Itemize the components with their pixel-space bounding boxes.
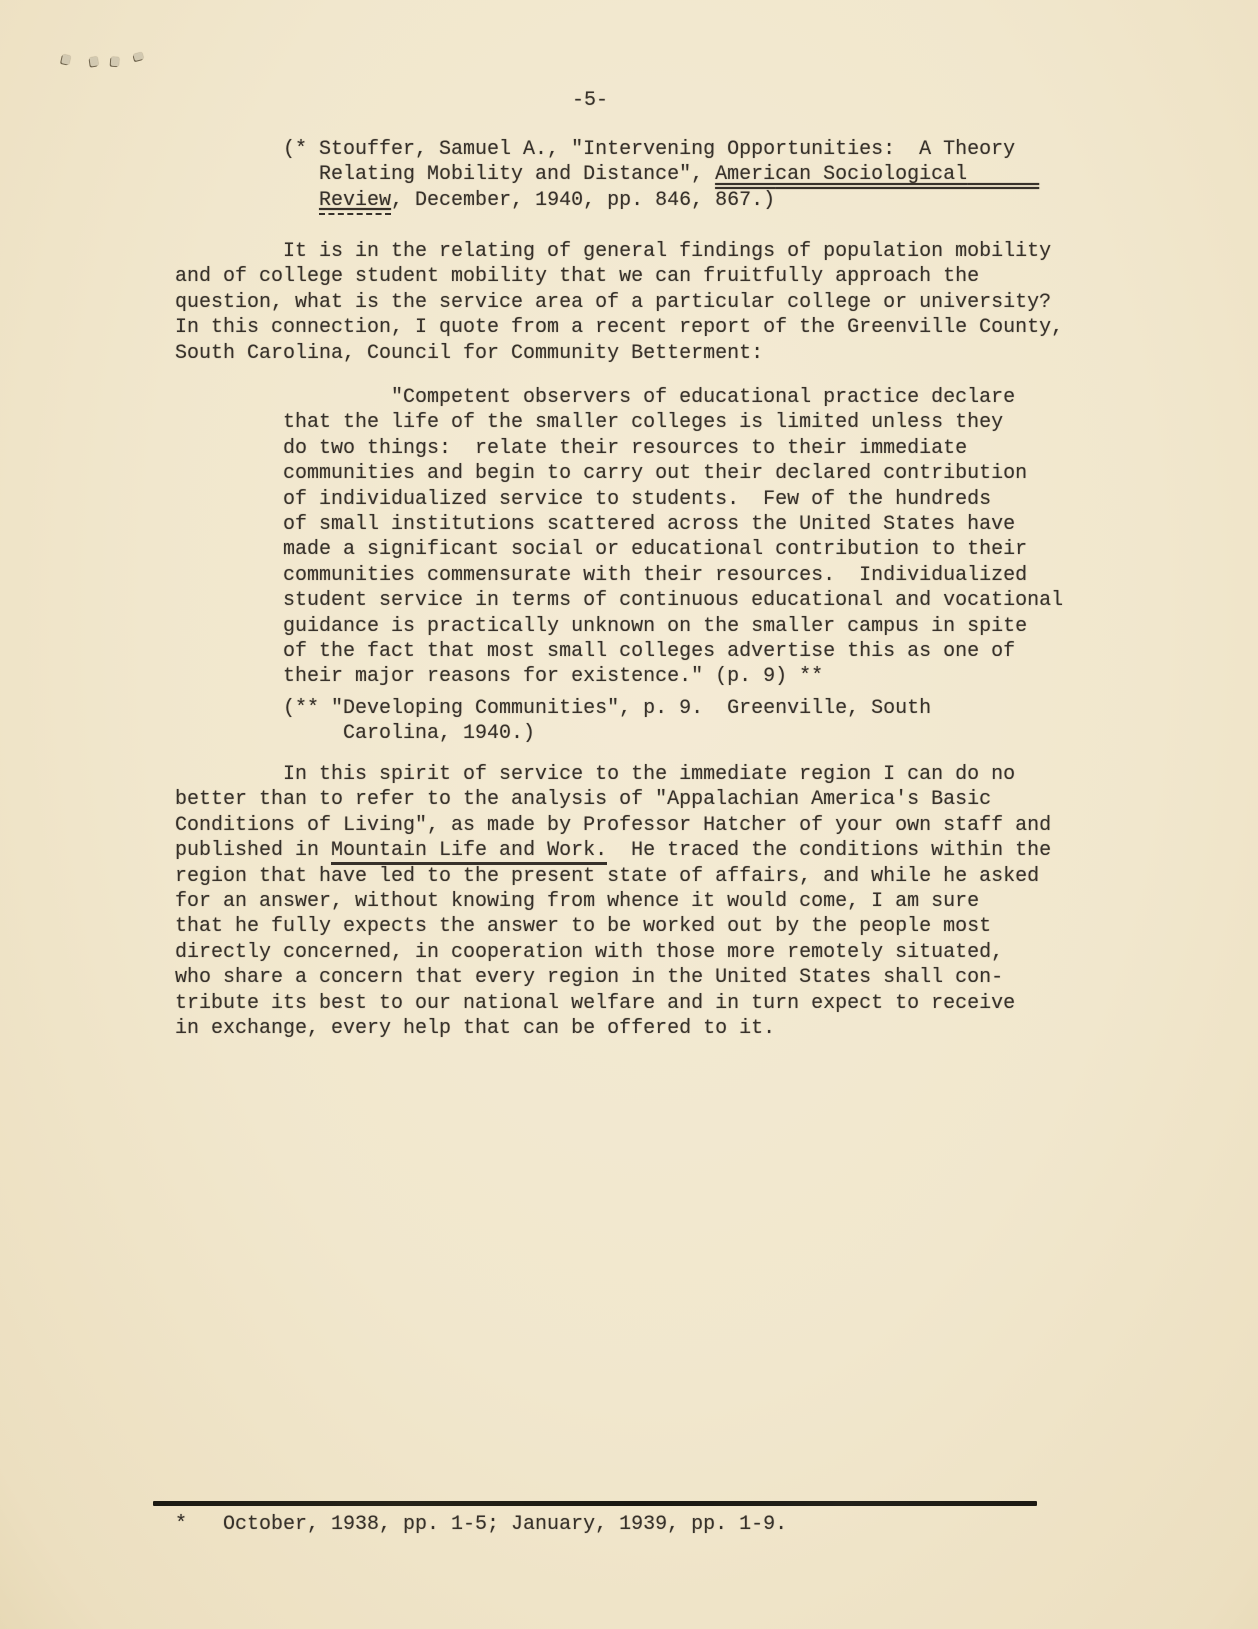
text-line	[175, 385, 1063, 410]
text-segment: communities and begin to carry out their declared contribution	[175, 462, 1028, 486]
paper-speck	[111, 57, 120, 67]
text-line	[175, 588, 1063, 613]
text-segment: published in	[175, 839, 332, 863]
text-line	[175, 512, 1063, 537]
text-segment: , December, 1940, pp. 846,	[391, 188, 716, 212]
underlined-text: Mountain Life and Work.	[331, 839, 607, 865]
text-line	[175, 940, 1051, 965]
text-segment: communities commensurate with their resources. Individualized	[175, 563, 1028, 587]
underlined-text	[967, 163, 1039, 186]
blockquote-competent-observers	[175, 385, 1063, 690]
text-segment: In this spirit of service to the immediate region I can do no	[175, 763, 1016, 786]
text-segment: of individualized service to students. Few of the hundreds	[175, 487, 992, 511]
text-segment: of the fact that most small colleges advertise this as one of	[175, 640, 1016, 664]
underlined-text: American Sociological	[715, 163, 968, 187]
text-line	[175, 137, 1039, 162]
text-segment: who share a concern that every region in the United States shall con-	[175, 966, 1004, 990]
text-segment: made a significant social or educational contribution to their	[175, 538, 1028, 562]
text-segment: In this connection, I quote from a recent report of the Greenville County,	[175, 316, 1064, 340]
underlined-text: Review	[319, 189, 391, 215]
footnote-october-january	[175, 1512, 787, 1537]
text-line	[175, 721, 931, 746]
text-segment	[175, 189, 319, 212]
text-line	[175, 639, 1063, 664]
text-segment: tribute its best to our national welfare and in turn expect to receive	[175, 991, 1016, 1015]
text-line	[175, 1016, 1051, 1041]
text-segment: region that have led to the present state of affairs, and while he asked	[175, 864, 1040, 888]
underlined-text: 867.)	[715, 188, 776, 212]
text-segment: Conditions of Living", as made by Professor Hatcher of your own staff and	[175, 813, 1052, 837]
text-line	[175, 889, 1051, 914]
text-line	[175, 188, 1039, 213]
footnote-separator-rule	[153, 1501, 1037, 1506]
text-line	[175, 239, 1063, 264]
text-segment: that the life of the smaller colleges is limited unless they	[175, 411, 1004, 435]
paragraph-spirit-of-service	[175, 762, 1051, 1041]
text-line	[175, 838, 1051, 863]
text-segment: in exchange, every help that can be offered to it.	[175, 1017, 776, 1041]
text-segment: do two things: relate their resources to their immediate	[175, 436, 968, 460]
text-line	[175, 787, 1051, 812]
text-line	[175, 991, 1051, 1016]
paper-speck	[61, 54, 71, 64]
page-number: -5-	[571, 89, 608, 112]
text-line	[175, 290, 1063, 315]
text-line	[175, 664, 1063, 689]
text-segment: South Carolina, Council for Community Betterment:	[175, 341, 764, 365]
text-line	[175, 813, 1051, 838]
text-segment: Relating Mobility and Distance",	[175, 163, 716, 187]
text-segment: "Competent observers of educational practice declare	[175, 386, 1016, 409]
text-segment: He traced the conditions within the	[607, 839, 1052, 863]
text-line	[175, 341, 1063, 366]
text-line	[175, 436, 1063, 461]
text-segment: guidance is practically unknown on the smaller campus in spite	[175, 614, 1028, 638]
text-line	[175, 461, 1063, 486]
text-segment: their major reasons for existence." (p. 9) **	[175, 665, 824, 689]
paper-speck	[89, 56, 98, 66]
paragraph-service-area	[175, 239, 1063, 366]
text-segment: (** "Developing Communities", p. 9. Greenville, South	[175, 697, 932, 720]
text-segment: that he fully expects the answer to be worked out by the people most	[175, 915, 992, 939]
text-line	[175, 965, 1051, 990]
text-line	[175, 1512, 787, 1537]
text-line	[175, 487, 1063, 512]
paper-speck	[133, 52, 144, 61]
text-segment: directly concerned, in cooperation with those more remotely situated,	[175, 940, 1004, 964]
text-line	[175, 162, 1039, 187]
text-line	[175, 563, 1063, 588]
text-line	[175, 914, 1051, 939]
text-segment: * October, 1938, pp. 1-5; January, 1939, pp. 1-9.	[175, 1513, 788, 1536]
text-segment: (* Stouffer, Samuel A., "Intervening Opportunities: A Theory	[175, 138, 1016, 161]
text-segment: of small institutions scattered across the United States have	[175, 513, 1016, 537]
text-segment: Carolina, 1940.)	[175, 722, 536, 746]
text-line	[175, 315, 1063, 340]
text-line	[175, 614, 1063, 639]
text-line	[175, 762, 1051, 787]
footnote-developing-communities	[175, 696, 931, 747]
text-segment: for an answer, without knowing from whence it would come, I am sure	[175, 890, 980, 914]
footnote-stouffer-citation	[175, 137, 1039, 213]
underlined-text	[775, 189, 1039, 212]
text-line	[175, 864, 1051, 889]
text-segment: question, what is the service area of a particular college or university?	[175, 290, 1052, 314]
text-segment: student service in terms of continuous educational and vocational	[175, 589, 1064, 613]
text-segment: It is in the relating of general findings of population mobility	[175, 240, 1052, 263]
text-line	[175, 410, 1063, 435]
text-segment: and of college student mobility that we can fruitfully approach the	[175, 265, 980, 289]
text-segment: better than to refer to the analysis of "Appalachian America's Basic	[175, 788, 992, 812]
text-line	[175, 696, 931, 721]
text-line	[175, 537, 1063, 562]
text-line	[175, 264, 1063, 289]
